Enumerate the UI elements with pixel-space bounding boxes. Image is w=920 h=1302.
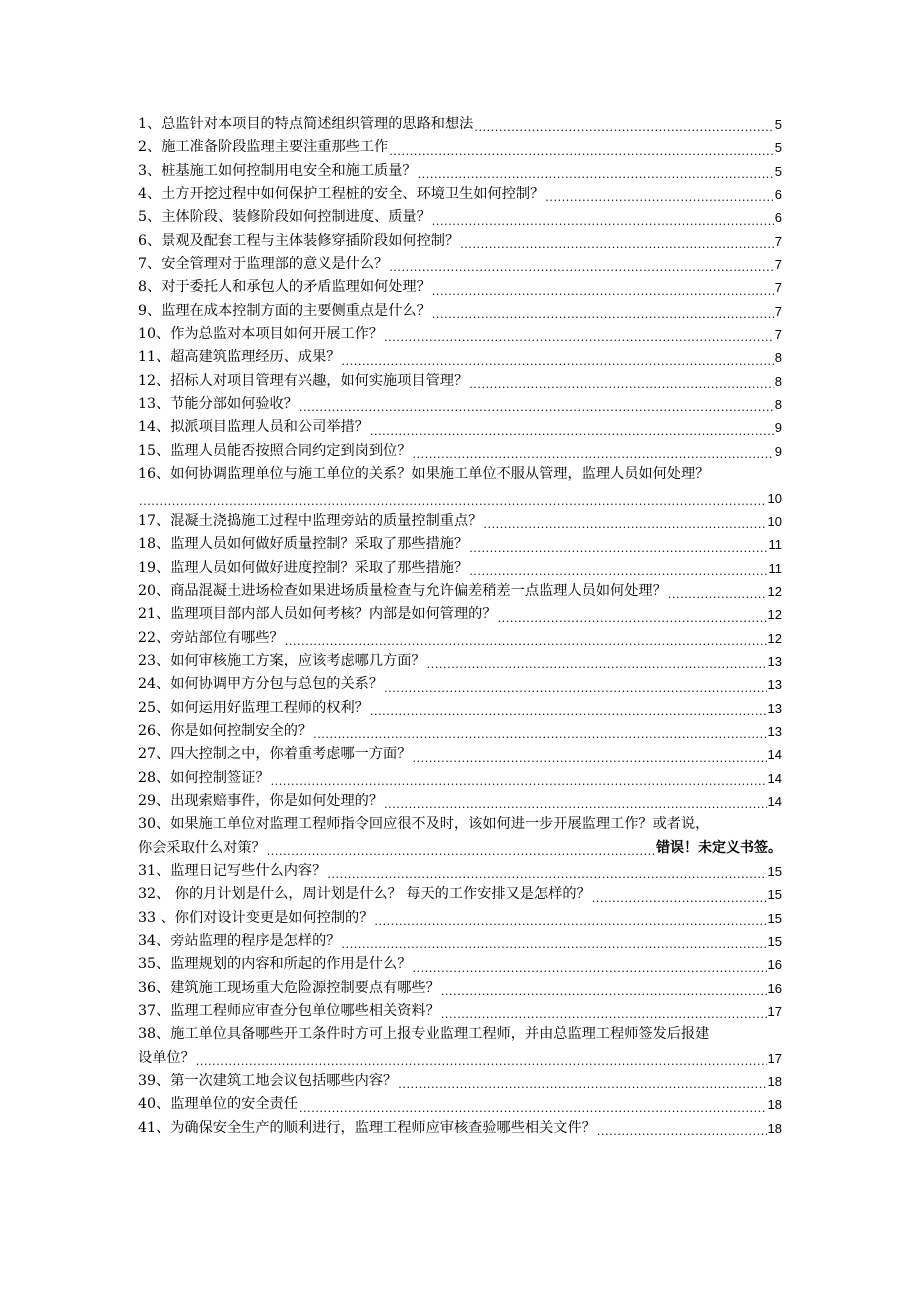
toc-leader-dots xyxy=(597,1117,767,1140)
toc-entry-title: 40、监理单位的安全责任 xyxy=(138,1096,298,1113)
toc-leader-dots xyxy=(384,673,766,696)
toc-entry-title: 10、作为总监对本项目如何开展工作？ xyxy=(138,326,384,343)
toc-entry-title: 6、景观及配套工程与主体装修穿插阶段如何控制？ xyxy=(138,232,460,249)
toc-entry[interactable] xyxy=(138,627,782,650)
toc-page-number: 15 xyxy=(767,864,782,879)
toc-entry[interactable] xyxy=(138,463,782,486)
toc-entry-title: 25、如何运用好监理工程师的权利？ xyxy=(138,699,369,716)
toc-page-number: 6 xyxy=(774,210,782,226)
toc-leader-dots xyxy=(460,230,774,253)
toc-leader-dots xyxy=(441,977,767,1000)
toc-entry[interactable] xyxy=(138,230,782,253)
toc-entry-title: 2、施工准备阶段监理主要注重那些工作 xyxy=(138,139,389,156)
toc-entry[interactable] xyxy=(138,323,782,346)
toc-entry-title: 8、对于委托人和承包人的矛盾监理如何处理？ xyxy=(138,279,431,296)
toc-leader-dots xyxy=(483,510,766,533)
toc-entry[interactable] xyxy=(138,860,782,883)
toc-leader-dots xyxy=(498,603,767,626)
toc-page-number: 12 xyxy=(767,607,782,623)
toc-entry-title: 27、四大控制之中，你着重考虑哪一方面？ xyxy=(138,746,412,763)
toc-entry[interactable] xyxy=(138,183,782,206)
toc-entry-title: 37、监理工程师应审查分包单位哪些相关资料？ xyxy=(138,1003,440,1020)
toc-entry[interactable] xyxy=(138,813,782,836)
toc-entry[interactable] xyxy=(138,720,782,743)
toc-page-number: 7 xyxy=(774,280,782,296)
toc-entry-title: 41、为确保安全生产的顺利进行，监理工程师应审核查验哪些相关文件？ xyxy=(138,1119,596,1136)
toc-entry-title: 19、监理人员如何做好进度控制？采取了那些措施？ xyxy=(138,559,469,576)
toc-entry[interactable] xyxy=(138,883,782,906)
toc-leader-dots xyxy=(441,1000,767,1023)
toc-entry[interactable] xyxy=(138,837,782,860)
toc-leader-dots xyxy=(427,650,767,673)
toc-page-number: 16 xyxy=(767,980,782,996)
toc-entry[interactable] xyxy=(138,533,782,556)
toc-entry-title: 9、监理在成本控制方面的主要侧重点是什么？ xyxy=(138,302,431,319)
toc-entry[interactable] xyxy=(138,160,782,183)
toc-entry[interactable] xyxy=(138,603,782,626)
toc-leader-dots xyxy=(374,907,766,930)
toc-leader-dots xyxy=(384,790,766,813)
toc-entry[interactable] xyxy=(138,253,782,276)
toc-leader-dots xyxy=(469,370,774,393)
toc-entry-title: 你会采取什么对策？ xyxy=(138,839,266,856)
toc-page-number: 18 xyxy=(767,1074,782,1090)
toc-entry-title: 26、你是如何控制安全的？ xyxy=(138,722,313,739)
toc-leader-dots xyxy=(592,883,767,906)
toc-leader-dots xyxy=(370,416,774,439)
toc-entry[interactable] xyxy=(138,416,782,439)
toc-leader-dots xyxy=(418,160,774,183)
toc-leader-dots xyxy=(412,953,766,976)
toc-page-number: 16 xyxy=(767,957,782,973)
toc-page-number: 9 xyxy=(774,443,782,459)
toc-entry-title: 33 、你们对设计变更是如何控制的？ xyxy=(138,909,374,926)
toc-leader-dots xyxy=(313,720,766,743)
toc-leader-dots xyxy=(196,1047,767,1070)
toc-page-number: 7 xyxy=(774,327,782,343)
toc-entry[interactable] xyxy=(138,977,782,1000)
toc-leader-dots xyxy=(474,113,773,136)
toc-entry[interactable] xyxy=(138,743,782,766)
toc-page-number: 15 xyxy=(767,887,782,903)
toc-entry[interactable] xyxy=(138,697,782,720)
toc-page-number: 13 xyxy=(767,700,782,716)
toc-entry-title: 21、监理项目部内部人员如何考核？内部是如何管理的？ xyxy=(138,606,497,623)
toc-leader-dots xyxy=(342,346,774,369)
toc-entry-title: 23、如何审核施工方案，应该考虑哪几方面？ xyxy=(138,652,426,669)
toc-entry-title: 31、监理日记写些什么内容？ xyxy=(138,863,327,879)
toc-page-number: 11 xyxy=(768,560,782,576)
toc-page-number: 15 xyxy=(767,934,782,950)
toc-page-number: 5 xyxy=(774,117,782,132)
toc-error-message: 错误！未定义书签。 xyxy=(656,839,782,856)
toc-entry[interactable] xyxy=(138,393,782,416)
toc-entry-title: 32、 你的月计划是什么，周计划是什么？ 每天的工作安排又是怎样的？ xyxy=(138,886,591,903)
toc-entry-title: 17、混凝土浇捣施工过程中监理旁站的质量控制重点？ xyxy=(138,512,483,529)
toc-entry-title: 1、总监针对本项目的特点简述组织管理的思路和想法 xyxy=(138,116,474,132)
toc-entry-title: 30、如果施工单位对监理工程师指令回应很不及时，该如何进一步开展监理工作？或者说， xyxy=(138,816,710,833)
toc-leader-dots xyxy=(384,323,774,346)
toc-leader-dots xyxy=(389,136,774,159)
toc-entry-title: 15、监理人员能否按照合同约定到岗到位？ xyxy=(138,442,412,459)
toc-page-number: 7 xyxy=(774,303,782,319)
toc-entry[interactable] xyxy=(138,1070,782,1093)
toc-entry-title: 12、招标人对项目管理有兴趣，如何实施项目管理？ xyxy=(138,372,469,389)
toc-entry[interactable] xyxy=(138,510,782,533)
toc-page-number: 11 xyxy=(768,537,782,553)
toc-entry[interactable] xyxy=(138,557,782,580)
toc-leader-dots xyxy=(432,276,774,299)
toc-entry[interactable] xyxy=(138,487,782,510)
toc-leader-dots xyxy=(267,837,655,860)
toc-page-number: 14 xyxy=(767,793,782,809)
toc-entry-title: 29、出现索赔事件，你是如何处理的？ xyxy=(138,792,384,809)
toc-page-number: 10 xyxy=(767,513,782,529)
toc-entry[interactable] xyxy=(138,930,782,953)
toc-entry-title: 18、监理人员如何做好质量控制？采取了那些措施？ xyxy=(138,536,469,553)
toc-entry[interactable] xyxy=(138,370,782,393)
toc-entry[interactable] xyxy=(138,1000,782,1023)
toc-entry-title: 28、如何控制签证？ xyxy=(138,769,270,786)
toc-page-number: 18 xyxy=(767,1097,782,1113)
toc-entry-title: 35、监理规划的内容和所起的作用是什么？ xyxy=(138,956,412,973)
toc-leader-dots xyxy=(469,533,767,556)
toc-entry-title: 13、节能分部如何验收？ xyxy=(138,396,298,413)
toc-entry-title: 设单位？ xyxy=(138,1049,195,1066)
toc-entry-title: 36、建筑施工现场重大危险源控制要点有哪些？ xyxy=(138,979,440,996)
toc-entry[interactable] xyxy=(138,790,782,813)
toc-leader-dots xyxy=(545,183,773,206)
toc-page-number: 8 xyxy=(774,397,782,413)
toc-page-number: 12 xyxy=(767,583,782,599)
toc-entry[interactable] xyxy=(138,1117,782,1140)
toc-entry[interactable] xyxy=(138,1047,782,1070)
toc-entry-title: 39、第一次建筑工地会议包括哪些内容？ xyxy=(138,1073,398,1090)
toc-entry[interactable] xyxy=(138,767,782,790)
toc-entry[interactable] xyxy=(138,300,782,323)
toc-entry[interactable] xyxy=(138,1093,782,1116)
toc-entry-title: 3、桩基施工如何控制用电安全和施工质量？ xyxy=(138,162,417,179)
toc-page-number: 14 xyxy=(767,747,782,763)
toc-page-number: 8 xyxy=(774,350,782,366)
toc-entry-title: 7、安全管理对于监理部的意义是什么？ xyxy=(138,256,389,273)
toc-leader-dots xyxy=(398,1070,766,1093)
toc-page-number: 13 xyxy=(767,653,782,669)
toc-page-number: 14 xyxy=(767,770,782,786)
toc-leader-dots xyxy=(412,743,766,766)
toc-entry-title: 20、商品混凝土进场检查如果进场质量检查与允许偏差稍差一点监理人员如何处理？ xyxy=(138,582,667,599)
toc-page-number: 17 xyxy=(767,1050,782,1066)
toc-page-number: 13 xyxy=(767,723,782,739)
toc-entry[interactable] xyxy=(138,276,782,299)
toc-leader-dots xyxy=(139,487,767,510)
toc-leader-dots xyxy=(370,697,767,720)
toc-leader-dots xyxy=(432,206,774,229)
toc-page-number: 10 xyxy=(767,490,782,506)
toc-page-number: 5 xyxy=(774,163,782,179)
toc-page-number: 6 xyxy=(774,187,782,203)
toc-entry[interactable] xyxy=(138,206,782,229)
toc-leader-dots xyxy=(285,627,767,650)
table-of-contents xyxy=(138,113,782,1140)
toc-page-number: 13 xyxy=(767,677,782,693)
toc-entry[interactable] xyxy=(138,953,782,976)
toc-leader-dots xyxy=(668,580,767,603)
toc-page-number: 9 xyxy=(774,420,782,436)
toc-page-number: 7 xyxy=(774,257,782,273)
toc-leader-dots xyxy=(299,393,774,416)
toc-leader-dots xyxy=(299,1093,767,1116)
toc-entry-title: 16、如何协调监理单位与施工单位的关系？如果施工单位不服从管理，监理人员如何处理？ xyxy=(138,466,710,483)
toc-entry-title: 4、土方开挖过程中如何保护工程桩的安全、环境卫生如何控制？ xyxy=(138,186,545,203)
toc-entry[interactable] xyxy=(138,673,782,696)
toc-entry-title: 14、拟派项目监理人员和公司举措？ xyxy=(138,419,369,436)
toc-page-number: 12 xyxy=(767,630,782,646)
toc-entry-title: 38、施工单位具备哪些开工条件时方可上报专业监理工程师，并由总监理工程师签发后报建 xyxy=(138,1026,710,1043)
toc-page-number: 5 xyxy=(774,140,782,156)
toc-entry[interactable] xyxy=(138,440,782,463)
toc-leader-dots xyxy=(469,557,767,580)
toc-leader-dots xyxy=(432,300,774,323)
toc-leader-dots xyxy=(342,930,767,953)
toc-page-number: 15 xyxy=(767,910,782,926)
toc-leader-dots xyxy=(412,440,773,463)
toc-entry-title: 5、主体阶段、装修阶段如何控制进度、质量？ xyxy=(138,209,431,226)
toc-entry[interactable] xyxy=(138,580,782,603)
toc-entry-title: 11、超高建筑监理经历、成果？ xyxy=(138,349,341,366)
toc-page-number: 7 xyxy=(774,233,782,249)
toc-entry[interactable] xyxy=(138,1023,782,1046)
toc-entry[interactable] xyxy=(138,650,782,673)
toc-entry-title: 24、如何协调甲方分包与总包的关系？ xyxy=(138,676,384,693)
toc-entry-title: 22、旁站部位有哪些？ xyxy=(138,629,284,646)
toc-entry[interactable] xyxy=(138,346,782,369)
toc-leader-dots xyxy=(389,253,774,276)
toc-page-number: 17 xyxy=(767,1004,782,1020)
toc-leader-dots xyxy=(327,860,766,883)
toc-page-number: 18 xyxy=(767,1120,782,1136)
toc-entry-title: 34、旁站监理的程序是怎样的？ xyxy=(138,933,341,950)
toc-entry[interactable] xyxy=(138,113,782,136)
toc-leader-dots xyxy=(271,767,767,790)
toc-page-number: 8 xyxy=(774,373,782,389)
toc-entry[interactable] xyxy=(138,136,782,159)
toc-entry[interactable] xyxy=(138,907,782,930)
